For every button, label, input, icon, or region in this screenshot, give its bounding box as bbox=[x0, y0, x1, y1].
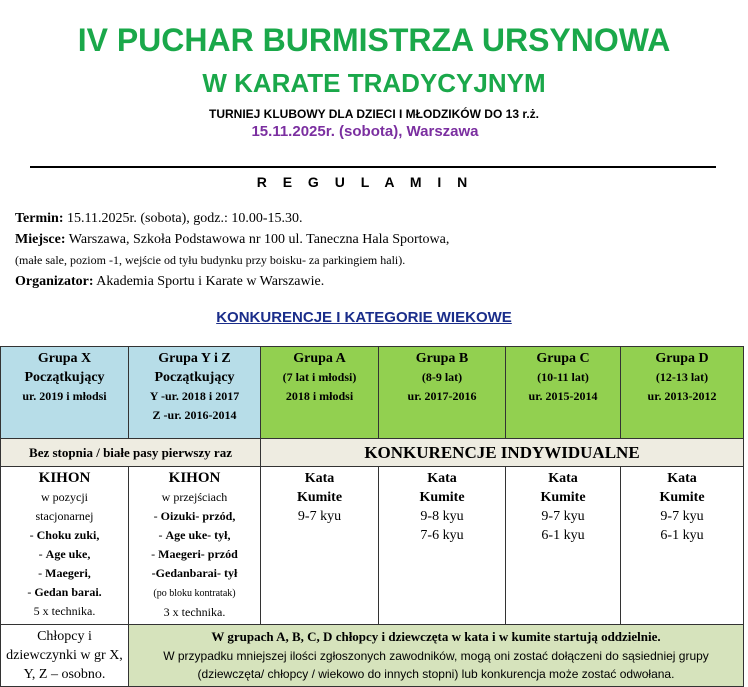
group-x-header: Grupa X Początkujący ur. 2019 i młodsi bbox=[1, 347, 129, 439]
organizator-value: Akademia Sportu i Karate w Warszawie. bbox=[93, 274, 325, 289]
termin-label: Termin: bbox=[15, 211, 64, 226]
event-info bbox=[15, 208, 449, 292]
group-c-header: Grupa C (10-11 lat) ur. 2015-2014 bbox=[506, 347, 621, 439]
group-d-header: Grupa D (12-13 lat) ur. 2013-2012 bbox=[621, 347, 744, 439]
group-yz-header: Grupa Y i Z Początkujący Y -ur. 2018 i 2017 Z -ur. 2016-2014 bbox=[129, 347, 261, 439]
group-a-header: Grupa A (7 lat i młodsi) 2018 i młodsi bbox=[261, 347, 379, 439]
beginners-label: Bez stopnia / białe pasy pierwszy raz bbox=[1, 439, 261, 467]
regulamin-heading: R E G U L A M I N bbox=[256, 174, 474, 190]
group-b-competitions: Kata Kumite 9-8 kyu 7-6 kyu bbox=[379, 467, 506, 625]
group-d-competitions: Kata Kumite 9-7 kyu 6-1 kyu bbox=[621, 467, 744, 625]
categories-table bbox=[0, 346, 744, 687]
date-place: 15.11.2025r. (sobota), Warszawa bbox=[251, 123, 479, 140]
page-subtitle: W KARATE TRADYCYJNYM bbox=[202, 68, 546, 98]
xyz-gender-note: Chłopcy i dziewczynki w gr X, Y, Z – osobno. bbox=[1, 625, 129, 687]
termin-value: 15.11.2025r. (sobota), godz.: 10.00-15.30. bbox=[63, 211, 303, 226]
group-c-competitions: Kata Kumite 9-7 kyu 6-1 kyu bbox=[506, 467, 621, 625]
page-title: IV PUCHAR BURMISTRZA URSYNOWA bbox=[77, 22, 671, 58]
miejsce-value: Warszawa, Szkoła Podstawowa nr 100 ul. Taneczna Hala Sportowa, bbox=[65, 232, 450, 247]
group-b-header: Grupa B (8-9 lat) ur. 2017-2016 bbox=[379, 347, 506, 439]
group-a-competitions: Kata Kumite 9-7 kyu bbox=[261, 467, 379, 625]
tournament-description: TURNIEJ KLUBOWY DLA DZIECI I MŁODZIKÓW DO 13 r.ż. bbox=[208, 107, 539, 121]
kihon-x-cell: KIHON w pozycji stacjonarnej - Choku zuki, - Age uke, - Maegeri, - Gedan barai. 5 x technika. bbox=[1, 467, 129, 625]
miejsce-note: (małe sale, poziom -1, wejście od tyłu budynku przy boisku- za parkingiem hali). bbox=[15, 253, 406, 267]
kihon-yz-cell: KIHON w przejściach - Oizuki- przód, - Age uke- tył, - Maegeri- przód -Gedanbarai- tył (po bloku kontratak) 3 x technika. bbox=[129, 467, 261, 625]
miejsce-label: Miejsce: bbox=[15, 232, 66, 247]
individual-competitions-label: KONKURENCJE INDYWIDUALNE bbox=[261, 439, 744, 467]
section-title: KONKURENCJE I KATEGORIE WIEKOWE bbox=[216, 309, 512, 326]
organizator-label: Organizator: bbox=[15, 274, 94, 289]
divider bbox=[30, 166, 716, 168]
abcd-gender-note: W grupach A, B, C, D chłopcy i dziewczęta w kata i w kumite startują oddzielnie. W przypadku mniejszej ilości zgłoszonych zawodników, mogą oni zostać dołączeni do sąsiedniej grupy (dziewczęta/ chłopcy / wiekowo do innych stopni) lub konkurencja może zostać odwołana. bbox=[129, 625, 744, 687]
